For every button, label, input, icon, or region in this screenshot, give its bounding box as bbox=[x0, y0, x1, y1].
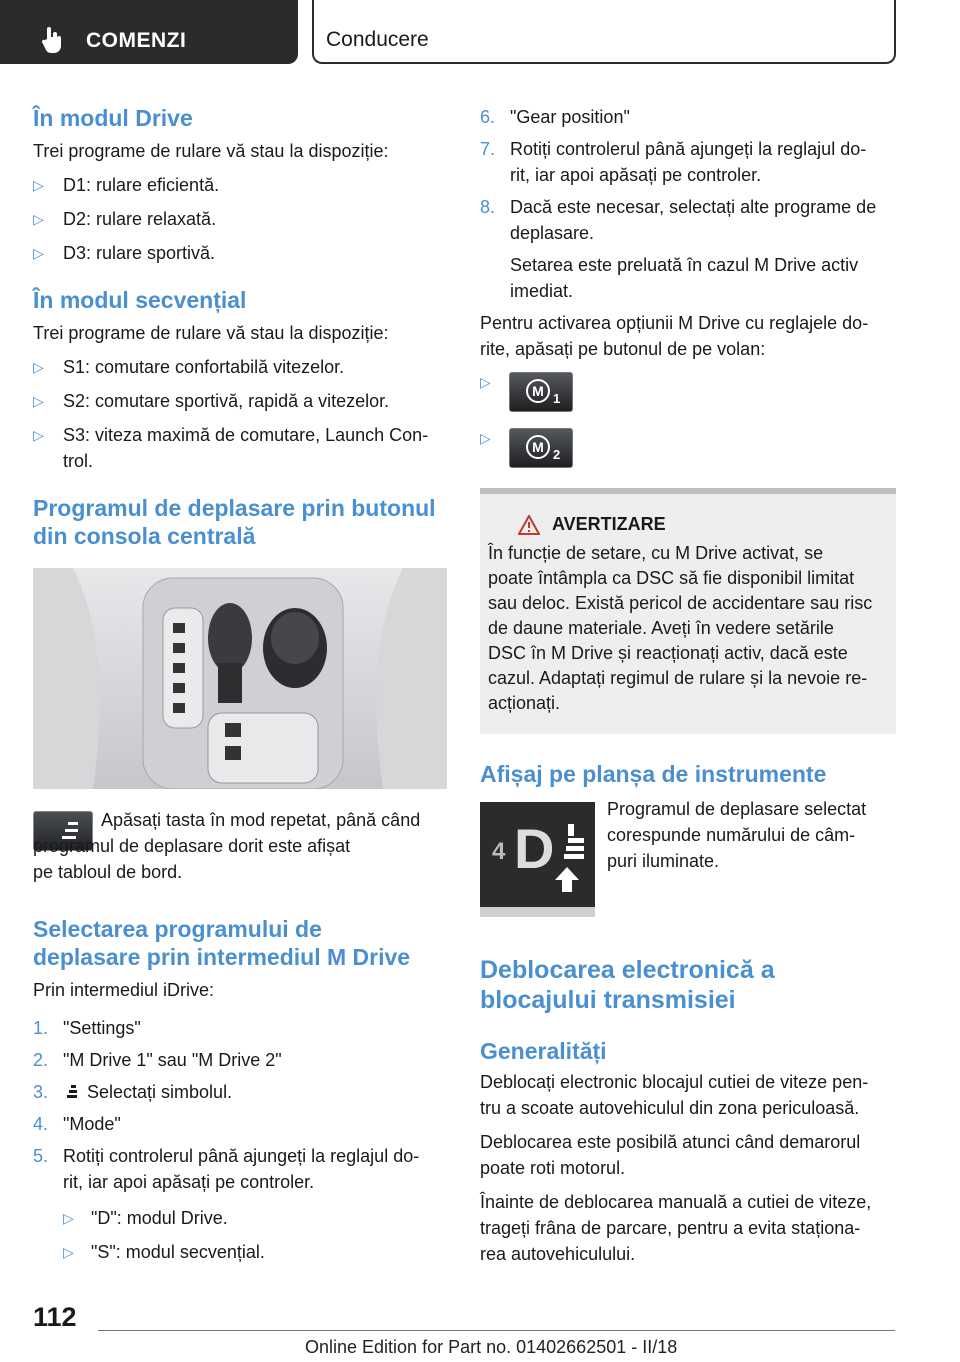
sub-item: ▷ "S": modul secvențial. bbox=[33, 1239, 447, 1265]
footer-divider bbox=[98, 1330, 895, 1331]
step-item: 6. "Gear position" bbox=[480, 107, 630, 127]
svg-text:M: M bbox=[532, 439, 544, 455]
press-block bbox=[33, 807, 447, 887]
list-item: ▷ D2: rulare relaxată. bbox=[33, 206, 447, 232]
center-console-illustration bbox=[33, 568, 447, 789]
list-item: ▷ S1: comutare confortabilă vitezelor. bbox=[33, 354, 447, 380]
m1-button bbox=[509, 372, 573, 412]
triangle-icon: ▷ bbox=[33, 393, 44, 409]
triangle-icon: ▷ bbox=[33, 245, 44, 261]
list-item: ▷ D3: rulare sportivă. bbox=[33, 240, 447, 266]
display-block bbox=[480, 799, 896, 927]
display-heading: Afișaj pe planșa de instrumente bbox=[480, 761, 827, 787]
warning-icon bbox=[518, 515, 540, 535]
press-text: Apăsați tasta în mod repetat, până când programul de deplasare dorit este afișat pe tabloul de bord. bbox=[33, 810, 421, 882]
step-item: 1. "Settings" bbox=[33, 1018, 141, 1038]
triangle-icon: ▷ bbox=[63, 1244, 74, 1260]
warning-text: În funcție de setare, cu M Drive activat, se poate întâmpla ca DSC să fie disponibil limitat sau deloc. Există pericol de accidentare sau risc de daune materiale. Aveți în vedere setările DSC în M Drive și reacționați activ, dacă este cazul. Adaptați regimul de rulare și la nevoie re- acționați. bbox=[488, 543, 873, 713]
drive-heading: În modul Drive bbox=[33, 105, 193, 131]
step-item: 7. Rotiți controlerul până ajungeți la reglajul do- rit, iar apoi apăsați pe controler. bbox=[480, 139, 867, 185]
svg-text:M: M bbox=[532, 383, 544, 399]
general-p3: Înainte de deblocarea manuală a cutiei de viteze, trageți frâna de parcare, pentru a evita staționa- rea autovehiculului. bbox=[480, 1192, 872, 1264]
step-item: 5. Rotiți controlerul până ajungeți la reglajul do- rit, iar apoi apăsați pe controler. bbox=[33, 1146, 420, 1192]
general-p1: Deblocați electronic blocajul cutiei de viteze pen- tru a scoate autovehiculul din zona periculoasă. bbox=[480, 1072, 869, 1118]
triangle-icon: ▷ bbox=[33, 177, 44, 193]
hand-icon bbox=[40, 26, 66, 54]
right-column bbox=[480, 100, 896, 1267]
warning-title: AVERTIZARE bbox=[552, 514, 666, 534]
triangle-icon: ▷ bbox=[480, 374, 491, 390]
edition-text: Online Edition for Part no. 01402662501 - II/18 bbox=[305, 1337, 678, 1357]
list-item: ▷ S3: viteza maximă de comutare, Launch Con- trol. bbox=[33, 422, 447, 474]
activation-text: Pentru activarea opțiunii M Drive cu reglajele do- rite, apăsați pe butonul de pe volan: bbox=[480, 313, 869, 359]
step-item: 3. Selectați simbolul. bbox=[33, 1082, 233, 1102]
page-number: 112 bbox=[33, 1302, 77, 1332]
seq-heading: În modul secvențial bbox=[33, 287, 247, 313]
dash-number: 4 bbox=[492, 838, 506, 865]
m-drive-2-icon bbox=[510, 429, 574, 469]
program-bars-icon bbox=[480, 802, 595, 917]
triangle-icon: ▷ bbox=[33, 211, 44, 227]
step-item: 2. "M Drive 1" sau "M Drive 2" bbox=[33, 1050, 282, 1070]
m-drive-1-icon bbox=[510, 373, 574, 413]
step-item: 4. "Mode" bbox=[33, 1114, 121, 1134]
gear-position-icon bbox=[63, 1084, 81, 1100]
step8-note: Setarea este preluată în cazul M Drive activ imediat. bbox=[510, 255, 859, 301]
general-p2: Deblocarea este posibilă atunci când demarorul poate roti motorul. bbox=[480, 1132, 861, 1178]
list-item: ▷ D1: rulare eficientă. bbox=[33, 172, 447, 198]
triangle-icon: ▷ bbox=[63, 1210, 74, 1226]
warning-box bbox=[480, 488, 896, 734]
chapter-label: Conducere bbox=[326, 28, 429, 51]
seq-intro: Trei programe de rulare vă stau la dispoziție: bbox=[33, 323, 389, 343]
mdrive-heading: Selectarea programului de deplasare prin intermediul M Drive bbox=[33, 916, 411, 970]
instrument-cluster-image bbox=[480, 802, 595, 917]
m1-row bbox=[480, 372, 896, 416]
section-label: COMENZI bbox=[86, 29, 187, 52]
center-console-image bbox=[33, 568, 447, 789]
unlock-heading: Deblocarea electronică a blocajului transmisiei bbox=[480, 956, 775, 1014]
mdrive-intro: Prin intermediul iDrive: bbox=[33, 980, 215, 1000]
warning-header bbox=[488, 514, 888, 535]
section-tab[interactable] bbox=[0, 0, 298, 64]
m2-label: 2 bbox=[553, 447, 561, 462]
m1-label: 1 bbox=[553, 391, 561, 406]
m2-button bbox=[509, 428, 573, 468]
drive-intro: Trei programe de rulare vă stau la dispoziție: bbox=[33, 141, 389, 161]
general-heading: Generalități bbox=[480, 1038, 607, 1064]
triangle-icon: ▷ bbox=[33, 359, 44, 375]
chapter-tab[interactable] bbox=[312, 0, 896, 64]
dash-gear: D bbox=[514, 817, 555, 880]
triangle-icon: ▷ bbox=[33, 427, 44, 443]
left-column bbox=[33, 100, 447, 1265]
triangle-icon: ▷ bbox=[480, 430, 491, 446]
console-heading: Programul de deplasare prin butonul din consola centrală bbox=[33, 495, 436, 549]
display-text: Programul de deplasare selectat corespunde numărului de câm- puri iluminate. bbox=[607, 799, 867, 871]
sub-item: ▷ "D": modul Drive. bbox=[33, 1205, 447, 1231]
m2-row bbox=[480, 428, 896, 472]
list-item: ▷ S2: comutare sportivă, rapidă a vitezelor. bbox=[33, 388, 447, 414]
step-item: 8. Dacă este necesar, selectați alte programe de deplasare. bbox=[480, 197, 877, 243]
